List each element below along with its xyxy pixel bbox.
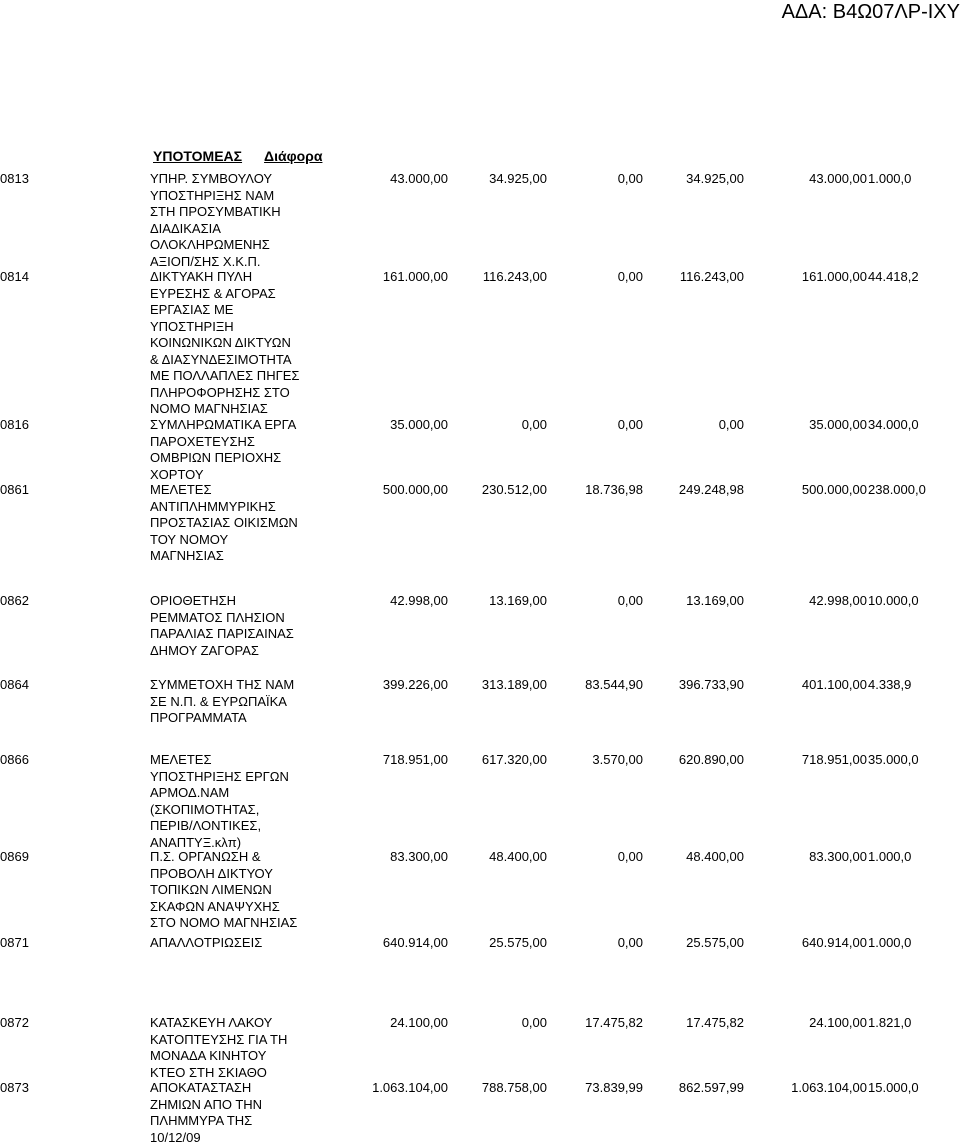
row-amount-2: 25.575,00 [489,935,547,950]
row-amount-1: 500.000,00 [382,482,448,497]
row-code: 0864 [0,677,29,692]
row-amount-4: 862.597,99 [678,1080,744,1095]
section-title: ΥΠΟΤΟΜΕΑΣ [153,148,243,164]
row-amount-4: 249.248,98 [678,482,744,497]
row-amount-3: 0,00 [617,935,643,950]
row-amount-6: 1.821,0 [868,1015,912,1030]
row-amount-5: 43.000,00 [809,171,867,186]
row-description: ΜΕΛΕΤΕΣ ΑΝΤΙΠΛΗΜΜΥΡΙΚΗΣ ΠΡΟΣΤΑΣΙΑΣ ΟΙΚΙΣΜΩΝ ΤΟΥ ΝΟΜΟΥ ΜΑΓΝΗΣΙΑΣ [150,482,298,563]
row-amount-3: 0,00 [617,593,643,608]
row-amount-6: 10.000,0 [868,593,919,608]
row-amount-3: 0,00 [617,171,643,186]
row-code: 0861 [0,482,29,497]
row-amount-6: 34.000,0 [868,417,919,432]
row-amount-2: 313.189,00 [481,677,547,692]
row-description: Π.Σ. ΟΡΓΑΝΩΣΗ & ΠΡΟΒΟΛΗ ΔΙΚΤΥΟΥ ΤΟΠΙΚΩΝ ΛΙΜΕΝΩΝ ΣΚΑΦΩΝ ΑΝΑΨΥΧΗΣ ΣΤΟ ΝΟΜΟ ΜΑΓΝΗΣΙΑΣ [150,849,298,930]
row-amount-5: 42.998,00 [809,593,867,608]
row-description: ΣΥΜΛΗΡΩΜΑΤΙΚΑ ΕΡΓΑ ΠΑΡΟΧΕΤΕΥΣΗΣ ΟΜΒΡΙΩΝ ΠΕΡΙΟΧΗΣ ΧΟΡΤΟΥ [150,417,297,482]
row-amount-4: 396.733,90 [678,677,744,692]
row-amount-5: 401.100,00 [801,677,867,692]
row-code: 0871 [0,935,29,950]
row-amount-2: 788.758,00 [481,1080,547,1095]
row-amount-2: 0,00 [521,417,547,432]
section-heading [153,148,322,165]
row-description: ΣΥΜΜΕΤΟΧΗ ΤΗΣ ΝΑΜ ΣΕ Ν.Π. & ΕΥΡΩΠΑΪΚΑ ΠΡΟΓΡΑΜΜΑΤΑ [150,677,295,725]
row-code: 0869 [0,849,29,864]
row-description: ΑΠΟΚΑΤΑΣΤΑΣΗ ΖΗΜΙΩΝ ΑΠΟ ΤΗΝ ΠΛΗΜΜΥΡΑ ΤΗΣ 10/12/09 [150,1080,263,1145]
row-amount-1: 43.000,00 [390,171,448,186]
row-amount-4: 48.400,00 [686,849,744,864]
row-amount-3: 3.570,00 [592,752,643,767]
row-code: 0873 [0,1080,29,1095]
row-amount-2: 617.320,00 [481,752,547,767]
row-amount-4: 620.890,00 [678,752,744,767]
row-amount-4: 25.575,00 [686,935,744,950]
row-amount-6: 15.000,0 [868,1080,919,1095]
row-description: ΑΠΑΛΛΟΤΡΙΩΣΕΙΣ [150,935,263,950]
row-description: ΟΡΙΟΘΕΤΗΣΗ ΡΕΜΜΑΤΟΣ ΠΛΗΣΙΟΝ ΠΑΡΑΛΙΑΣ ΠΑΡΙΣΑΙΝΑΣ ΔΗΜΟΥ ΖΑΓΟΡΑΣ [150,593,294,658]
row-amount-2: 0,00 [521,1015,547,1030]
row-amount-1: 1.063.104,00 [372,1080,448,1095]
row-amount-3: 83.544,90 [585,677,643,692]
row-amount-5: 24.100,00 [809,1015,867,1030]
row-amount-5: 83.300,00 [809,849,867,864]
row-amount-5: 500.000,00 [801,482,867,497]
row-amount-2: 230.512,00 [481,482,547,497]
row-amount-6: 1.000,0 [868,849,912,864]
row-amount-1: 399.226,00 [382,677,448,692]
row-amount-3: 73.839,99 [585,1080,643,1095]
row-code: 0814 [0,269,29,284]
row-amount-1: 718.951,00 [382,752,448,767]
row-amount-5: 161.000,00 [801,269,867,284]
row-code: 0862 [0,593,29,608]
row-description: ΥΠΗΡ. ΣΥΜΒΟΥΛΟΥ ΥΠΟΣΤΗΡΙΞΗΣ ΝΑΜ ΣΤΗ ΠΡΟΣΥΜΒΑΤΙΚΗ ΔΙΑΔΙΚΑΣΙΑ ΟΛΟΚΛΗΡΩΜΕΝΗΣ ΑΞΙΟΠ/ΣΗΣ Χ.Κ.Π. [150,171,281,269]
row-amount-6: 35.000,0 [868,752,919,767]
row-amount-1: 24.100,00 [390,1015,448,1030]
row-amount-4: 34.925,00 [686,171,744,186]
ada-identifier: ΑΔΑ: Β4Ω07ΛΡ-ΙΧΥ [781,1,960,23]
row-amount-4: 116.243,00 [679,269,744,284]
row-amount-6: 238.000,0 [868,482,926,497]
row-description: ΜΕΛΕΤΕΣ ΥΠΟΣΤΗΡΙΞΗΣ ΕΡΓΩΝ ΑΡΜΟΔ.ΝΑΜ (ΣΚΟΠΙΜΟΤΗΤΑΣ, ΠΕΡΙΒ/ΛΟΝΤΙΚΕΣ, ΑΝΑΠΤΥΞ.κλπ) [150,752,289,850]
section-subtitle: Διάφορα [264,148,323,164]
row-amount-5: 35.000,00 [809,417,867,432]
row-amount-1: 42.998,00 [390,593,448,608]
row-amount-4: 17.475,82 [686,1015,744,1030]
row-amount-2: 116.243,00 [482,269,547,284]
row-amount-5: 718.951,00 [801,752,867,767]
row-amount-3: 18.736,98 [585,482,643,497]
row-amount-2: 34.925,00 [489,171,547,186]
row-amount-1: 35.000,00 [390,417,448,432]
row-amount-5: 640.914,00 [801,935,867,950]
row-amount-6: 44.418,2 [868,269,919,284]
row-amount-6: 4.338,9 [868,677,912,692]
row-amount-3: 0,00 [617,269,643,284]
row-code: 0813 [0,171,29,186]
row-code: 0872 [0,1015,29,1030]
row-description: ΚΑΤΑΣΚΕΥΗ ΛΑΚΟΥ ΚΑΤΟΠΤΕΥΣΗΣ ΓΙΑ ΤΗ ΜΟΝΑΔΑ ΚΙΝΗΤΟΥ ΚΤΕΟ ΣΤΗ ΣΚΙΑΘΟ [150,1015,288,1080]
row-amount-4: 13.169,00 [686,593,744,608]
row-amount-2: 13.169,00 [489,593,547,608]
row-amount-3: 0,00 [617,417,643,432]
row-amount-5: 1.063.104,00 [791,1080,867,1095]
row-amount-6: 1.000,0 [868,935,912,950]
row-description: ΔΙΚΤΥΑΚΗ ΠΥΛΗ ΕΥΡΕΣΗΣ & ΑΓΟΡΑΣ ΕΡΓΑΣΙΑΣ ΜΕ ΥΠΟΣΤΗΡΙΞΗ ΚΟΙΝΩΝΙΚΩΝ ΔΙΚΤΥΩΝ & ΔΙΑΣΥΝΔΕΣΙΜΟΤΗΤΑ ΜΕ ΠΟΛΛΑΠΛΕΣ ΠΗΓΕΣ ΠΛΗΡΟΦΟΡΗΣΗΣ ΣΤΟ ΝΟΜΟ ΜΑΓΝΗΣΙΑΣ [150,269,300,416]
row-code: 0866 [0,752,29,767]
row-amount-1: 83.300,00 [390,849,448,864]
row-code: 0816 [0,417,29,432]
row-amount-1: 640.914,00 [382,935,448,950]
row-amount-3: 0,00 [617,849,643,864]
row-amount-6: 1.000,0 [868,171,912,186]
row-amount-4: 0,00 [718,417,744,432]
row-amount-2: 48.400,00 [489,849,547,864]
row-amount-3: 17.475,82 [585,1015,643,1030]
row-amount-1: 161.000,00 [382,269,448,284]
